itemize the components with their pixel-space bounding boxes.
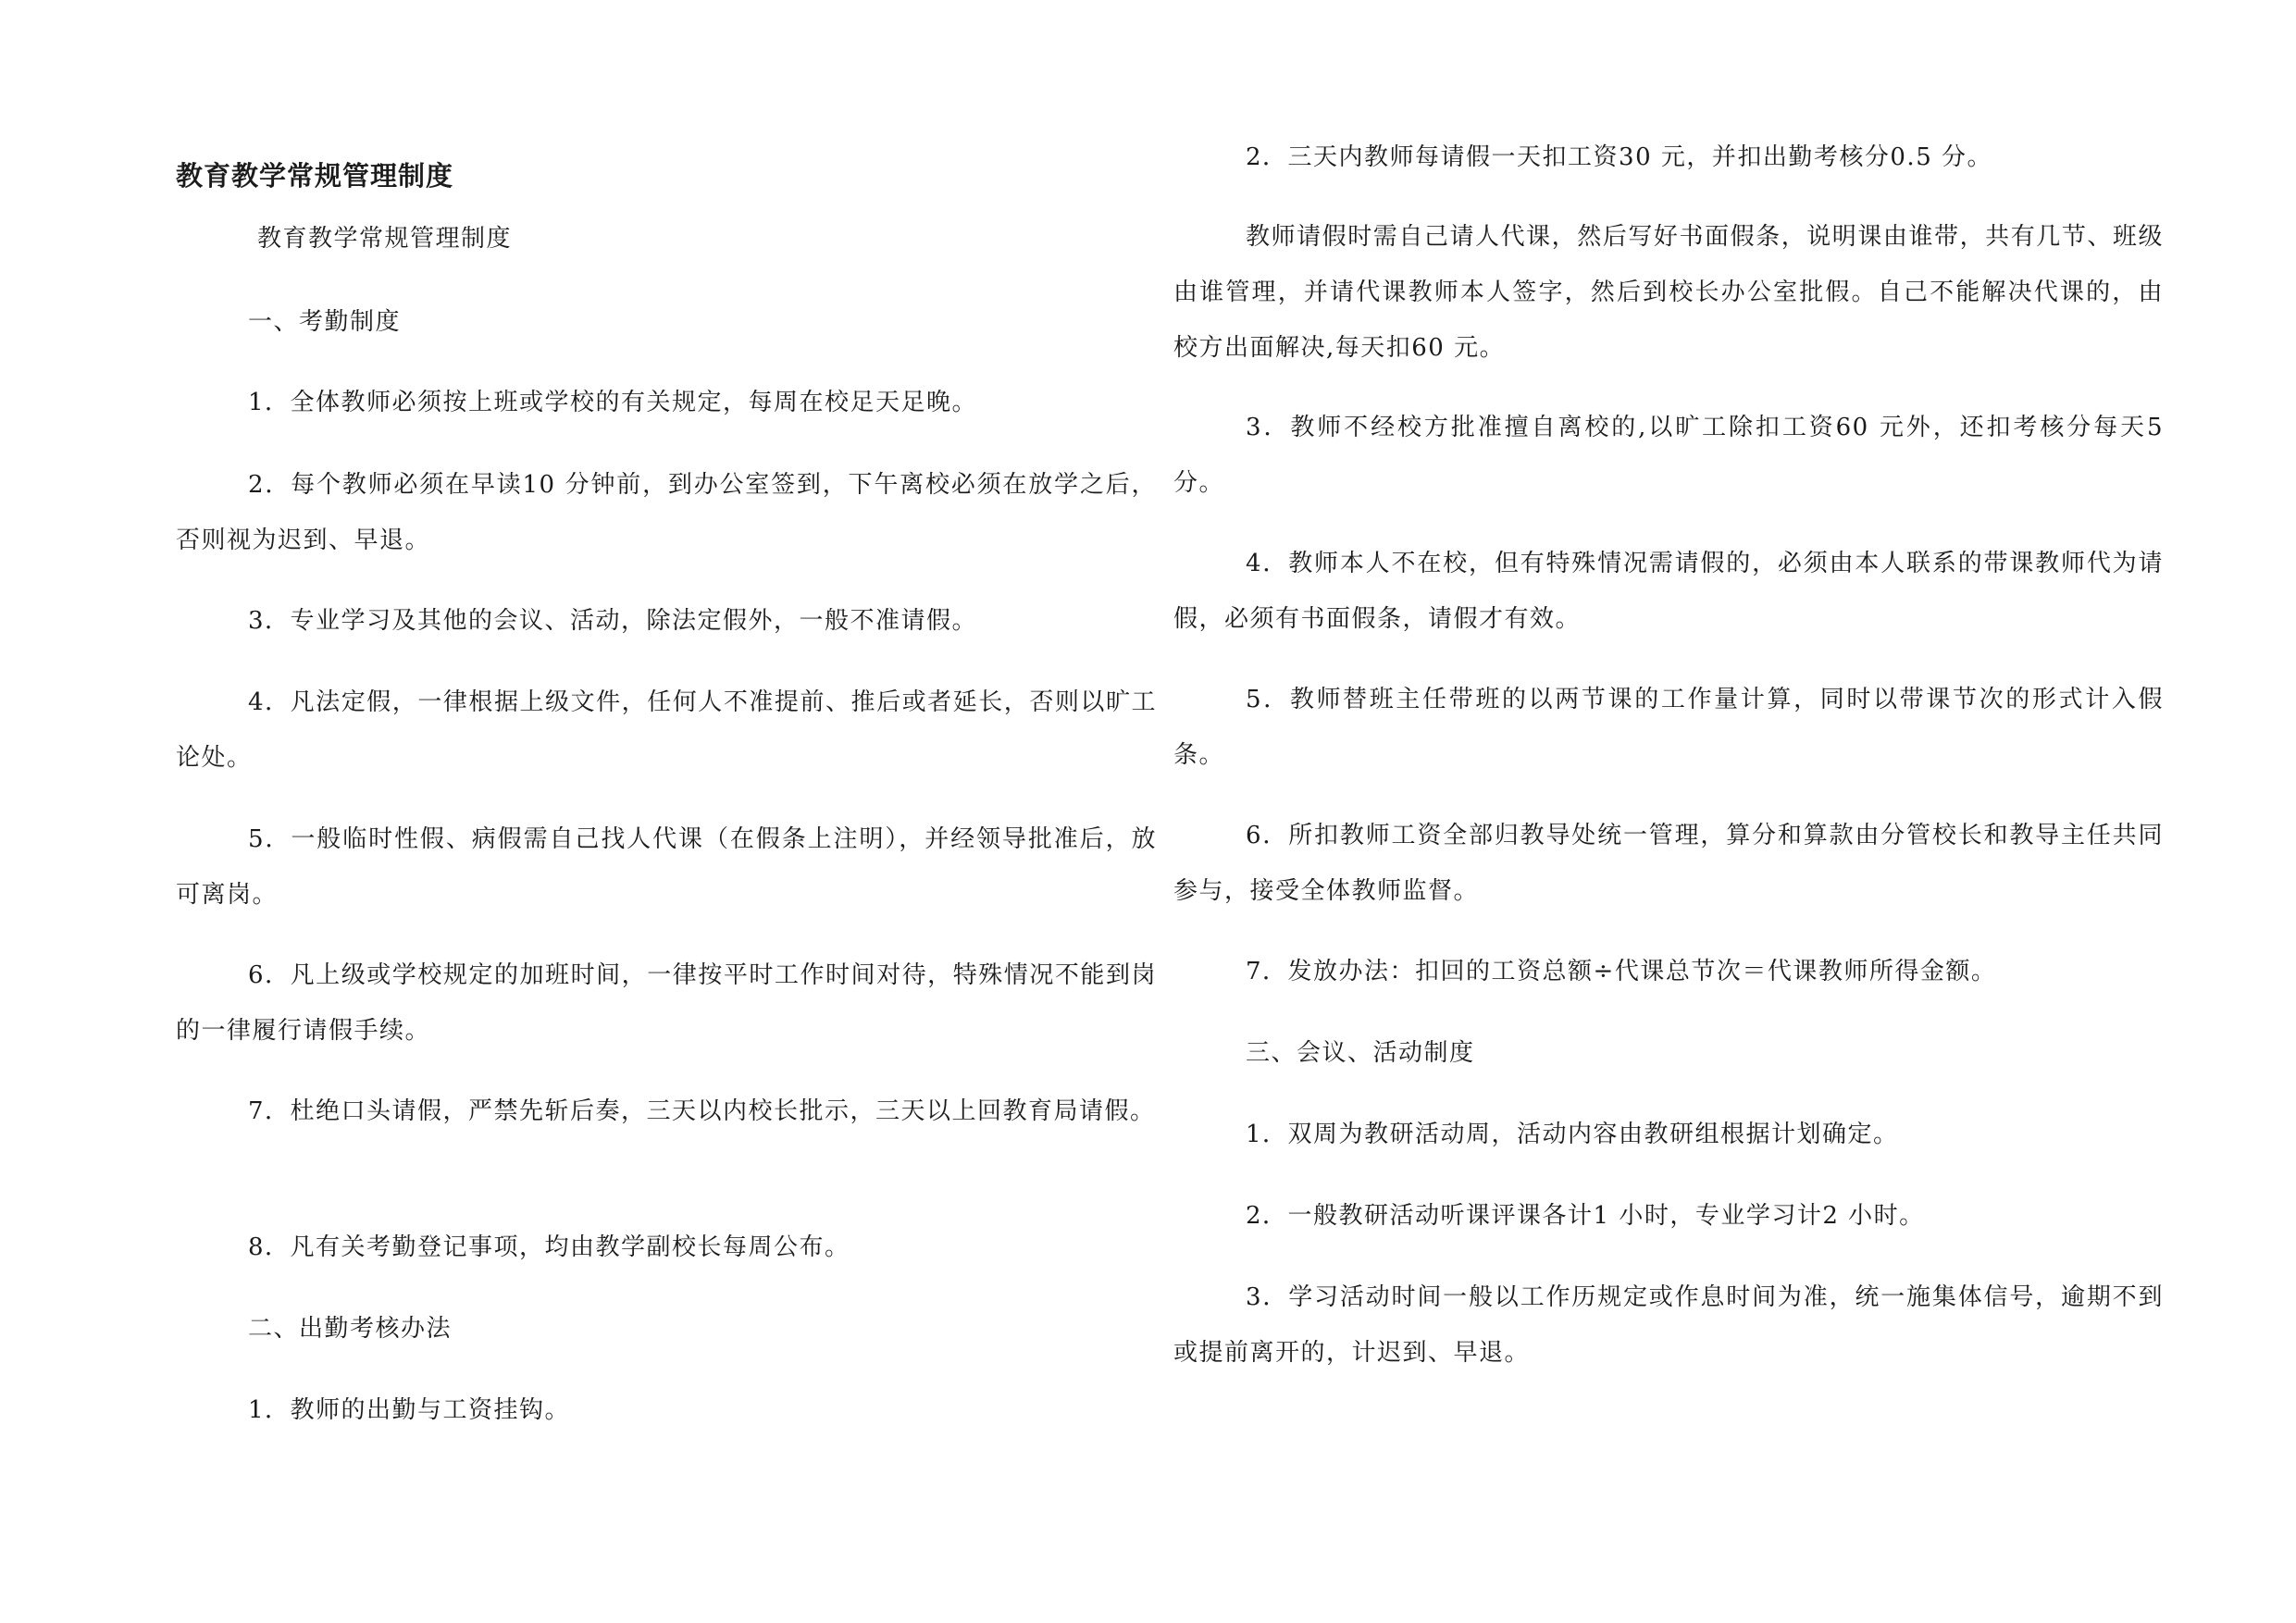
paragraph: 教师请假时需自己请人代课，然后写好书面假条，说明课由谁带，共有几节、班级由谁管理，并请代课教师本人签字，然后到校长办公室批假。自己不能解决代课的，由校方出面解决,每天扣60 元。 (1173, 223, 2164, 362)
paragraph: 2．每个教师必须在早读10 分钟前，到办公室签到，下午离校必须在放学之后，否则视为迟到、早退。 (176, 471, 1157, 554)
document-title: 教育教学常规管理制度 (176, 160, 454, 192)
paragraph: 1．全体教师必须按上班或学校的有关规定，每周在校足天足晚。 (248, 389, 978, 416)
paragraph: 2．一般教研活动听课评课各计1 小时，专业学习计2 小时。 (1246, 1202, 1925, 1230)
paragraph: 4．教师本人不在校，但有特殊情况需请假的，必须由本人联系的带课教师代为请假，必须有书面假条，请假才有效。 (1173, 550, 2164, 633)
paragraph: 1．双周为教研活动周，活动内容由教研组根据计划确定。 (1246, 1121, 1899, 1148)
paragraph: 5．一般临时性假、病假需自己找人代课（在假条上注明），并经领导批准后，放可离岗。 (176, 825, 1157, 909)
paragraph: 3．专业学习及其他的会议、活动，除法定假外，一般不准请假。 (248, 607, 978, 635)
paragraph: 7．发放办法：扣回的工资总额÷代课总节次＝代课教师所得金额。 (1246, 958, 1997, 985)
paragraph: 7．杜绝口头请假，严禁先斩后奏，三天以内校长批示，三天以上回教育局请假。 (248, 1097, 1156, 1125)
paragraph: 6．所扣教师工资全部归教导处统一管理，算分和算款由分管校长和教导主任共同参与，接受全体教师监督。 (1173, 822, 2164, 905)
section-heading-attendance-assessment: 二、出勤考核办法 (248, 1315, 453, 1343)
paragraph: 3．学习活动时间一般以工作历规定或作息时间为准，统一施集体信号，逾期不到或提前离开的，计迟到、早退。 (1173, 1283, 2164, 1367)
document-subtitle: 教育教学常规管理制度 (257, 225, 513, 253)
section-heading-attendance: 一、考勤制度 (248, 308, 402, 336)
paragraph: 1．教师的出勤与工资挂钩。 (248, 1396, 571, 1424)
paragraph: 3．教师不经校方批准擅自离校的,以旷工除扣工资60 元外，还扣考核分每天5 分。 (1173, 414, 2164, 497)
paragraph: 2．三天内教师每请假一天扣工资30 元，并扣出勤考核分0.5 分。 (1246, 143, 1993, 171)
paragraph: 5．教师替班主任带班的以两节课的工作量计算，同时以带课节次的形式计入假条。 (1173, 686, 2164, 769)
section-heading-meetings: 三、会议、活动制度 (1246, 1039, 1475, 1067)
paragraph: 6．凡上级或学校规定的加班时间，一律按平时工作时间对待，特殊情况不能到岗的一律履行请假手续。 (176, 961, 1157, 1045)
paragraph: 4．凡法定假，一律根据上级文件，任何人不准提前、推后或者延长，否则以旷工论处。 (176, 688, 1157, 772)
paragraph: 8．凡有关考勤登记事项，均由教学副校长每周公布。 (248, 1233, 850, 1261)
